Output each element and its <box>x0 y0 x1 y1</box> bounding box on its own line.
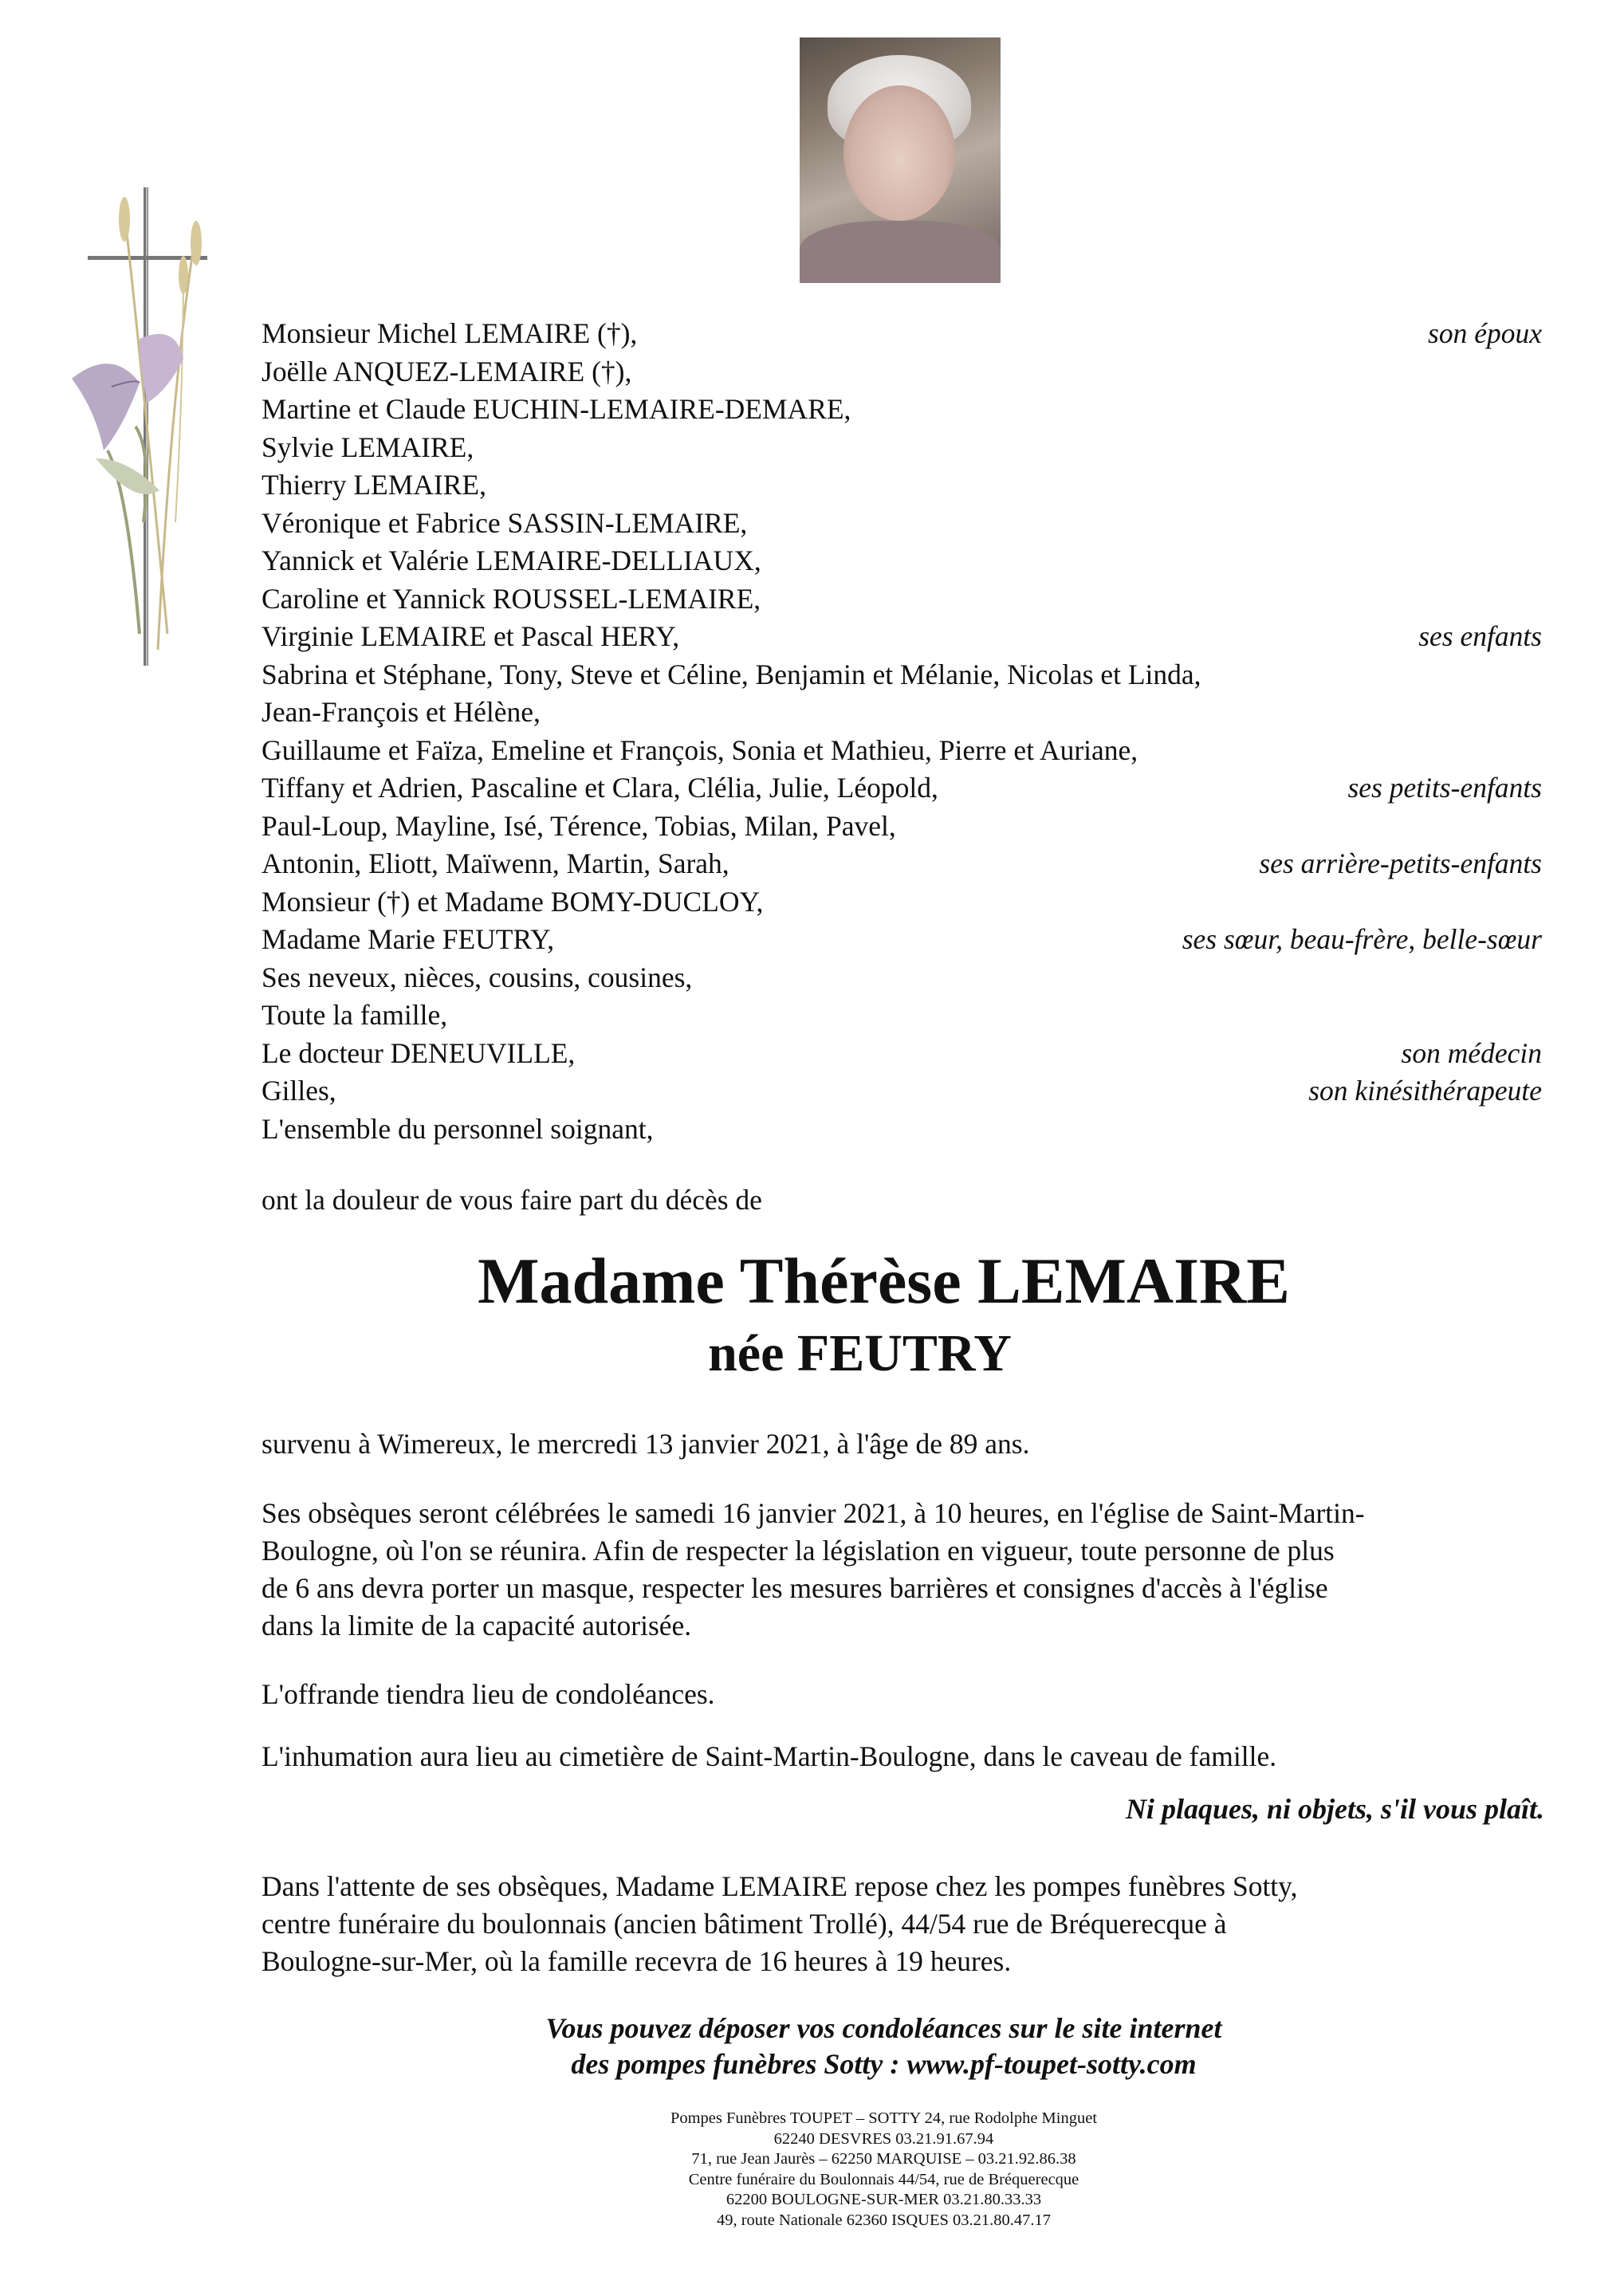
funeral-line-3: de 6 ans devra porter un masque, respecter les mesures barrières et consignes d'accès à l'église <box>261 1572 1328 1604</box>
family-member-relation: ses petits-enfants <box>1347 772 1542 804</box>
family-member-name: Sabrina et Stéphane, Tony, Steve et Céline, Benjamin et Mélanie, Nicolas et Linda, <box>261 658 1201 690</box>
offering-text: L'offrande tiendra lieu de condoléances. <box>261 1678 715 1710</box>
family-member-name: Ses neveux, nièces, cousins, cousines, <box>261 961 693 993</box>
family-row <box>261 315 1553 353</box>
footer-line: 62240 DESVRES 03.21.91.67.94 <box>773 2129 994 2148</box>
deceased-photo <box>800 37 1001 283</box>
family-row <box>261 466 1553 505</box>
family-row <box>261 808 1553 846</box>
family-member-name: Gilles, <box>261 1075 336 1107</box>
family-row <box>261 959 1553 997</box>
funeral-line-4: dans la limite de la capacité autorisée. <box>261 1610 692 1641</box>
footer-line: 49, route Nationale 62360 ISQUES 03.21.80.47.17 <box>716 2211 1052 2229</box>
family-row <box>261 694 1553 732</box>
funeral-line-1: Ses obsèques seront célébrées le samedi 16 janvier 2021, à 10 heures, en l'église de Saint-Martin- <box>261 1497 1365 1529</box>
family-list <box>261 315 1553 1148</box>
footer-line: 62200 BOULOGNE-SUR-MER 03.21.80.33.33 <box>725 2191 1042 2208</box>
family-row <box>261 429 1553 467</box>
family-member-name: Monsieur (†) et Madame BOMY-DUCLOY, <box>261 885 764 918</box>
family-member-name: Virginie LEMAIRE et Pascal HERY, <box>261 620 680 652</box>
funeral-home-footer <box>72 2109 1624 2231</box>
condolences-line-2: des pompes funèbres Sotty : www.pf-toupet-sotty.com <box>571 2048 1197 2080</box>
family-member-name: Caroline et Yannick ROUSSEL-LEMAIRE, <box>261 582 761 615</box>
family-row <box>261 883 1553 922</box>
family-row <box>261 1072 1553 1111</box>
family-row <box>261 618 1553 656</box>
family-member-name: Véronique et Fabrice SASSIN-LEMAIRE, <box>261 506 748 539</box>
family-member-name: Joëlle ANQUEZ-LEMAIRE (†), <box>261 355 632 387</box>
family-row <box>261 732 1553 770</box>
family-member-name: Tiffany et Adrien, Pascaline et Clara, Clélia, Julie, Léopold, <box>261 772 938 804</box>
deceased-name: Madame Thérèse LEMAIRE <box>478 1244 1290 1317</box>
condolences-line-1: Vous pouvez déposer vos condoléances sur le site internet <box>545 2012 1222 2044</box>
family-member-name: Paul-Loup, Mayline, Isé, Térence, Tobias, Milan, Pavel, <box>261 809 896 842</box>
family-member-relation: ses sœur, beau-frère, belle-sœur <box>1182 923 1542 955</box>
family-member-name: Le docteur DENEUVILLE, <box>261 1036 576 1069</box>
cross-lily-decoration-icon <box>64 187 239 682</box>
burial-text: L'inhumation aura lieu au cimetière de Saint-Martin-Boulogne, dans le caveau de famille. <box>261 1740 1277 1772</box>
family-row <box>261 921 1553 959</box>
family-row <box>261 580 1553 619</box>
family-member-name: Monsieur Michel LEMAIRE (†), <box>261 317 638 349</box>
funeral-line-2: Boulogne, où l'on se réunira. Afin de respecter la législation en vigueur, toute personne de plus <box>261 1535 1335 1567</box>
death-info: survenu à Wimereux, le mercredi 13 janvier 2021, à l'âge de 89 ans. <box>261 1428 1030 1460</box>
family-member-relation: son époux <box>1428 317 1542 349</box>
family-row <box>261 353 1553 391</box>
footer-line: Pompes Funèbres TOUPET – SOTTY 24, rue Rodolphe Minguet <box>670 2109 1098 2127</box>
family-member-name: Thierry LEMAIRE, <box>261 469 486 501</box>
family-member-name: Martine et Claude EUCHIN-LEMAIRE-DEMARE, <box>261 393 851 425</box>
family-row <box>261 391 1553 429</box>
family-member-relation: ses arrière-petits-enfants <box>1259 847 1542 879</box>
deceased-birth-name: née FEUTRY <box>708 1324 1012 1382</box>
family-member-name: Madame Marie FEUTRY, <box>261 923 555 955</box>
rest-line-2: centre funéraire du boulonnais (ancien bâtiment Trollé), 44/54 rue de Bréquerecque à <box>261 1908 1227 1940</box>
family-member-name: Jean-François et Hélène, <box>261 696 541 728</box>
announcement-text: ont la douleur de vous faire part du décès de <box>261 1184 762 1216</box>
family-member-relation: ses enfants <box>1418 620 1542 652</box>
family-row <box>261 505 1553 543</box>
family-member-name: L'ensemble du personnel soignant, <box>261 1112 654 1145</box>
family-member-relation: son kinésithérapeute <box>1308 1075 1542 1107</box>
family-member-name: Guillaume et Faïza, Emeline et François, Sonia et Mathieu, Pierre et Auriane, <box>261 733 1138 766</box>
family-member-name: Sylvie LEMAIRE, <box>261 431 474 463</box>
family-member-relation: son médecin <box>1401 1036 1542 1069</box>
family-row <box>261 656 1553 694</box>
family-row <box>261 1111 1553 1149</box>
family-row <box>261 845 1553 883</box>
family-row <box>261 997 1553 1035</box>
family-row <box>261 1035 1553 1073</box>
family-member-name: Yannick et Valérie LEMAIRE-DELLIAUX, <box>261 545 761 576</box>
family-row <box>261 542 1553 580</box>
rest-line-1: Dans l'attente de ses obsèques, Madame LEMAIRE repose chez les pompes funèbres Sotty, <box>261 1870 1298 1902</box>
family-member-name: Antonin, Eliott, Maïwenn, Martin, Sarah, <box>261 847 729 879</box>
family-member-name: Toute la famille, <box>261 999 448 1031</box>
footer-line: 71, rue Jean Jaurès – 62250 MARQUISE – 03.21.92.86.38 <box>691 2150 1076 2168</box>
no-plaques-note: Ni plaques, ni objets, s'il vous plaît. <box>1125 1793 1544 1825</box>
footer-line: Centre funéraire du Boulonnais 44/54, rue de Bréquerecque <box>688 2170 1079 2188</box>
family-row <box>261 769 1553 808</box>
rest-line-3: Boulogne-sur-Mer, où la famille recevra de 16 heures à 19 heures. <box>261 1945 1012 1977</box>
